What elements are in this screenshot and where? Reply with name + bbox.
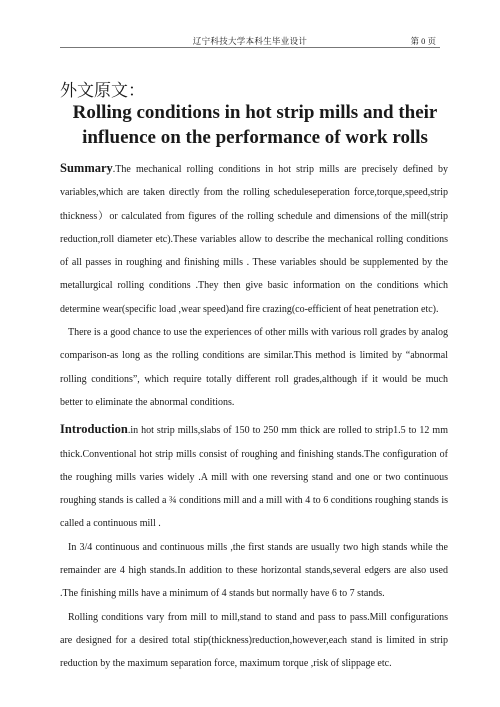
header-school-title: 辽宁科技大学本科生毕业设计 xyxy=(192,36,308,46)
introduction-text: .in hot strip mills,slabs of 150 to 250 mm thick are rolled to strip1.5 to 12 mm thick.Conventional hot strip mills consist of roughing and finishing stands.The configuration of the roughing mills varies widely .A mill with one reversing stand and one or two continuous roughing stands is called a ¾ conditions mill and a mill with 4 to 6 conditions roughing stands is called a continuous mill . xyxy=(60,425,448,530)
summary-paragraph xyxy=(60,157,448,321)
summary-lead: Summary xyxy=(60,161,113,175)
introduction-paragraph xyxy=(60,418,448,535)
paragraph-analog-comparison: There is a good chance to use the experiences of other mills with various roll grades by analog comparison-as long as the rolling conditions are similar.This method is limited by “abnormal rolling conditions”, which require totally different roll grades,although if it would be much better to eliminate the abnormal conditions. xyxy=(60,327,448,408)
header-page-number: 第 0 页 xyxy=(410,36,436,46)
article-body xyxy=(60,157,448,676)
introduction-lead: Introduction xyxy=(60,422,128,437)
paragraph-stand-configuration: In 3/4 continuous and continuous mills ,the first stands are usually two high stands while the remainder are 4 high stands.In addition to these horizontal stands,several edgers are also used .The finishing mills have a minimum of 4 stands but normally have 6 to 7 stands. xyxy=(60,541,448,600)
page-header xyxy=(60,32,440,48)
section-heading: 外文原文： xyxy=(60,81,145,101)
summary-text: .The mechanical rolling conditions in hot strip mills are precisely defined by variables,which are taken directly from the rolling scheduleseperation force,torque,speed,strip thickness）or calculated from figures of the rolling schedule and dimensions of the mill(strip reduction,roll diameter etc).These variables allow to describe the mechanical rolling conditions of all passes in roughing and finishing mills . These variables should be supplemented by the metallurgical rolling conditions .They then give basic information on the conditions which determine wear(specific load ,wear speed)and fire crazing(co-efficient of heat penetration etc). xyxy=(60,164,448,315)
article-title: Rolling conditions in hot strip mills and their influence on the performance of work rolls xyxy=(72,102,438,148)
paragraph-rolling-conditions: Rolling conditions vary from mill to mill,stand to stand and pass to pass.Mill configurations are designed for a desired total stip(thickness)reduction,however,each stand is limited in strip reduction by the maximum separation force, maximum torque ,risk of slippage etc. xyxy=(60,611,448,670)
